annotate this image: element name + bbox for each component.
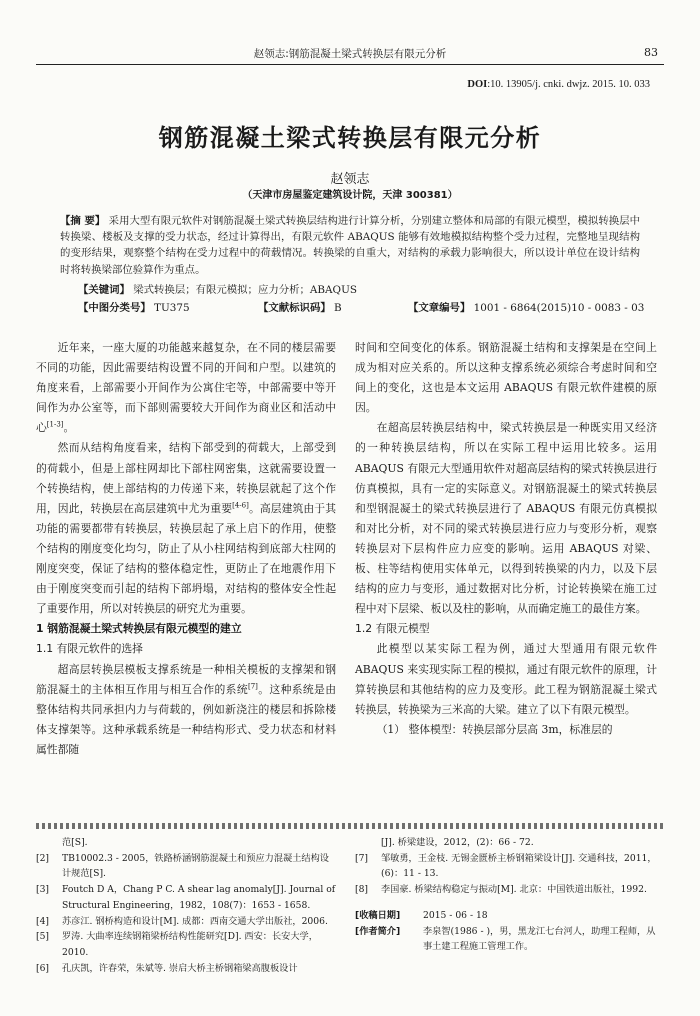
keywords-label: 【关键词】 <box>78 284 130 296</box>
running-title: 赵领志:钢筋混凝土梁式转换层有限元分析 <box>253 48 447 60</box>
reference-item <box>355 851 657 882</box>
reference-text: 孔庆凯，许春荣，朱斌等. 崇启大桥主桥钢箱梁高腹板设计 <box>62 962 298 974</box>
paragraph-text: 。高层建筑由于其功能的需要都带有转换层，转换层起了承上启下的作用，使整个结构的刚度变化均匀，防止了从小柱网结构到底部大柱网的刚度突变，保证了结构的整体稳定性，更防止了在地震作用下由于刚度突变而引起的结构下部坍塌，对结构的整体安全性起了重要作用，所以对转换层的研究尤为重要。 <box>36 501 337 616</box>
reference-text: 苏彦江. 钢桥构造和设计[M]. 成都：西南交通大学出版社，2006. <box>62 915 328 927</box>
paragraph-text: 。 <box>63 421 75 435</box>
citation: [7] <box>247 682 258 690</box>
received-label: [收稿日期] <box>355 909 401 921</box>
reference-number <box>36 835 62 851</box>
reference-item <box>355 835 657 851</box>
doc-code <box>258 299 342 314</box>
body-column-left <box>36 338 336 760</box>
reference-item <box>36 961 336 977</box>
references-right <box>355 835 657 955</box>
class-number-value: TU375 <box>154 302 190 314</box>
author-affiliation: （天津市房屋鉴定建筑设计院，天津 300381） <box>242 190 458 201</box>
reference-text: 邹敏勇，王金枝. 无锡金匮桥主桥钢箱梁设计[J]. 交通科技，2011，(6)：11 - 13. <box>381 852 657 880</box>
class-number-label: 【中图分类号】 <box>78 302 151 314</box>
author-name: 赵领志 <box>330 172 370 187</box>
doc-code-label: 【文献标识码】 <box>258 302 331 314</box>
reference-item <box>36 835 336 851</box>
paragraph <box>36 338 336 438</box>
reference-number: [6] <box>36 962 50 974</box>
reference-number: [5] <box>36 931 50 943</box>
running-header <box>36 44 664 65</box>
reference-number: [8] <box>355 884 369 896</box>
paragraph: 此模型以某实际工程为例，通过大型通用有限元软件 ABAQUS 来实现实际工程的模拟，通过有限元软件的原理，计算转换层和其他结构的应力及变形。此工程为钢筋混凝土梁式转换层，转换梁为三米高的大梁。建立了以下有限元模型。 <box>355 642 657 716</box>
article-number <box>408 299 644 314</box>
page-number: 83 <box>644 46 658 59</box>
bio-label: [作者简介] <box>355 925 401 937</box>
class-number <box>78 299 190 314</box>
reference-text: TB10002.3 - 2005，铁路桥涵钢筋混凝土和预应力混凝土结构设计规范[S]. <box>62 852 329 880</box>
subsection-heading: 1.2 有限元模型 <box>355 622 430 636</box>
doi-label: DOI <box>467 79 488 90</box>
citation: [1-3] <box>46 420 64 429</box>
article-number-value: 1001 - 6864(2015)10 - 0083 - 03 <box>473 302 645 314</box>
section-heading: 1 钢筋混凝土梁式转换层有限元模型的建立 <box>36 622 242 636</box>
reference-number: [4] <box>36 915 50 927</box>
paragraph: 时间和空间变化的体系。钢筋混凝土结构和支撑架是在空间上成为相对应关系的。所以这种支撑系统必须综合考虑时间和空间上的变化，这也是本文运用 ABAQUS 有限元软件建模的原因。 <box>355 341 657 415</box>
reference-item <box>36 914 336 930</box>
paragraph <box>36 660 336 760</box>
paragraph-text: 近年来，一座大厦的功能越来越复杂，在不同的楼层需要不同的功能，因此需要结构设置不同的开间和户型。以建筑的角度来看，上部需要小开间作为公寓住宅等，中部需要中等开间作为办公室等，而下部则需要较大开间作为商业区和活动中心 <box>36 341 336 435</box>
doc-code-value: B <box>334 302 342 314</box>
doi-value: :10. 13905/j. cnki. dwjz. 2015. 10. 033 <box>487 79 650 90</box>
body-column-right <box>355 338 657 740</box>
reference-item <box>355 882 657 898</box>
paragraph: （1） 整体模型：转换层部分层高 3m，标准层的 <box>376 722 613 736</box>
reference-text: Foutch D A，Chang P C. A shear lag anomaly[J]. Journal of Structural Engineering，1982，108(7)：1653 - 1658. <box>62 884 336 911</box>
reference-item <box>36 851 336 882</box>
references-left <box>36 835 336 976</box>
reference-text: 罗涛. 大曲率连续钢箱梁桥结构性能研究[D]. 西安：长安大学，2010. <box>62 931 318 958</box>
citation: [4-6] <box>232 501 249 510</box>
doi-line <box>467 79 650 90</box>
reference-number: [3] <box>36 884 50 896</box>
abstract-text: 采用大型有限元软件对钢筋混凝土梁式转换层结构进行计算分析，分别建立整体和局部的有限元模型，模拟转换层中转换梁、楼板及支撑的受力状态，经过计算得出，有限元软件 ABAQUS 能够有效地模拟结构整个受力过程，完整地呈现结构的变形结果，观察整个结构在受力过程中的荷载情况。转换梁的自重大，对结构的承载力影响很大，所以设计单位在设计结构时将转换梁部位验算作为重点。 <box>60 215 640 276</box>
paragraph-text: 。这种系统是由整体结构共同承担内力与荷载的，例如新浇注的楼层和拆除楼体支撑架等。这种承载系统是一种结构形式、受力状态和材料属性都随 <box>36 682 337 756</box>
abstract-label: 【摘 要】 <box>60 215 106 227</box>
keywords-line <box>78 281 658 296</box>
abstract <box>60 213 640 278</box>
reference-number <box>355 835 381 851</box>
paragraph <box>36 438 336 619</box>
reference-text: 李国豪. 桥梁结构稳定与振动[M]. 北京：中国铁道出版社，1992. <box>381 884 647 896</box>
reference-item <box>36 929 336 960</box>
reference-text: 范[S]. <box>62 837 88 848</box>
bio-value: 李泉智(1986 - )，男，黑龙江七台河人，助理工程师，从事土建工程施工管理工作。 <box>423 925 656 953</box>
keywords-text: 梁式转换层；有限元模拟；应力分析；ABAQUS <box>133 284 357 296</box>
received-date <box>355 908 657 924</box>
received-value: 2015 - 06 - 18 <box>423 909 488 921</box>
article-number-label: 【文章编号】 <box>408 302 471 314</box>
article-title: 钢筋混凝土梁式转换层有限元分析 <box>158 124 542 152</box>
author-bio <box>355 924 657 955</box>
reference-text: [J]. 桥梁建设，2012，(2)：66 - 72. <box>381 837 534 848</box>
section-divider <box>36 823 664 829</box>
reference-item <box>36 882 336 913</box>
paragraph-text: 然而从结构角度看来，结构下部受到的荷载大，上部受到的荷载小，但是上部柱网却比下部柱网密集，这就需要设置一个转换结构，使上部结构的力传递下来，转换层就起了这个作用，因此，转换层在高层建筑中尤为重要 <box>36 441 336 515</box>
article-meta <box>355 908 657 955</box>
paragraph-text: 超高层转换层模板支撑系统是一种相关模板的支撑架和钢筋混凝土的主体相互作用与相互合作的系统 <box>36 662 336 696</box>
subsection-heading: 1.1 有限元软件的选择 <box>36 642 143 656</box>
reference-number: [7] <box>355 852 369 864</box>
reference-number: [2] <box>36 852 50 864</box>
paragraph: 在超高层转换层结构中，梁式转换层是一种既实用又经济的一种转换层结构，所以在实际工程中运用比较多。运用 ABAQUS 有限元大型通用软件对超高层结构的梁式转换层进行仿真模拟，具有一定的实际意义。对钢筋混凝土的梁式转换层和型钢混凝土的梁式转换层进行了 ABAQUS 有限元仿真模拟和对比分析，对不同的梁式转换层进行应力与变形分析，观察转换层对下层构件应力应变的影响。运用 ABAQUS 对梁、板、柱等结构使用实体单元，以得到转换梁的内力，以及下层结构的应力与变形，通过数据对比分析，讨论转换梁在施工过程中对下层梁、板以及柱的影响，从而确定施工的最佳方案。 <box>355 421 657 616</box>
